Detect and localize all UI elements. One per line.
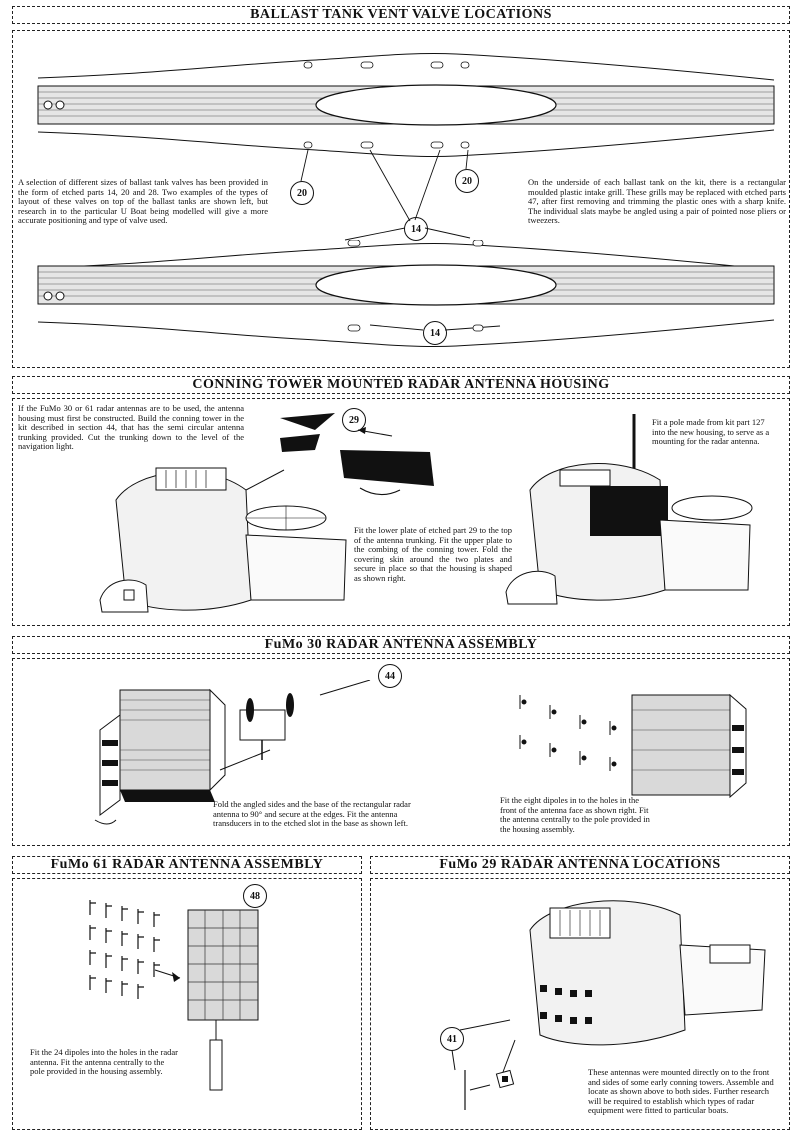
conning-text-mid: Fit the lower plate of etched part 29 to the top of the antenna trunking. Fit the upper plate to the combing of the conning tower. Fold the covering skin around the two plates and secure in place so that the housing is shaped as shown right. — [354, 525, 512, 583]
ballast-section-title: BALLAST TANK VENT VALVE LOCATIONS — [12, 6, 790, 24]
conning-text-left: If the FuMo 30 or 61 radar antennas are to be used, the antenna housing must first be constructed. Build the conning tower in the kit described in section 44, that has the semi circular antenna trunking provided. Cut the trunking down to the level of the navigation light. — [18, 403, 244, 452]
callout-14-bottom: 14 — [423, 321, 447, 345]
callout-48: 48 — [243, 884, 267, 908]
conning-tower-left-drawing — [96, 440, 356, 620]
callout-20-right: 20 — [455, 169, 479, 193]
fumo30-text-left: Fold the angled sides and the base of the rectangular radar antenna to 90° and secure at the edges. Fit the antenna transducers in to the etched slot in the base as shown left. — [213, 799, 411, 829]
callout-44: 44 — [378, 664, 402, 688]
fumo30-section-title: FuMo 30 RADAR ANTENNA ASSEMBLY — [12, 636, 790, 654]
hull-bottom-drawing — [36, 240, 776, 350]
callout-29: 29 — [342, 408, 366, 432]
fumo61-text: Fit the 24 dipoles into the holes in the radar antenna. Fit the antenna centrally to the pole provided in the housing assembly. — [30, 1047, 179, 1077]
conning-text-right: Fit a pole made from kit part 127 into the new housing, to serve as a mounting for the radar antenna. — [652, 417, 770, 447]
fumo30-text-right: Fit the eight dipoles in to the holes in the front of the antenna face as shown right. Fit the antenna centrally to the pole provided in the housing assembly. — [500, 795, 650, 834]
callout-14-mid: 14 — [404, 217, 428, 241]
callout-20-left: 20 — [290, 181, 314, 205]
fumo29-tower-drawing — [510, 890, 780, 1060]
ballast-text-left: A selection of different sizes of ballast tank valves has been provided in the form of etched parts 14, 20 and 28. Two examples of the types of layout of these valves on top of the ballast tanks are shown left, but research in to the particular U Boat being modelled will give a more accurate positioning and type of valve used. — [18, 177, 268, 226]
fumo61-section-title: FuMo 61 RADAR ANTENNA ASSEMBLY — [12, 856, 362, 874]
fumo29-dipole-drawing — [440, 1010, 550, 1120]
fumo29-text: These antennas were mounted directly on to the front and sides of some early conning towers. Assemble and locate as shown above to both sides. Further research will be required to establish which types of radar equipment were fitted to particular boats. — [588, 1067, 774, 1116]
fumo29-section-title: FuMo 29 RADAR ANTENNA LOCATIONS — [370, 856, 790, 874]
ballast-text-right: On the underside of each ballast tank on the kit, there is a rectangular moulded plastic intake grill. These grills may be replaced with etched parts 47, after first removing and trimming the plastic ones with a sharp knife. The individual slats maybe be angled using a pair of pointed nose pliers or tweezers. — [528, 177, 786, 226]
callout-41: 41 — [440, 1027, 464, 1051]
conning-section-title: CONNING TOWER MOUNTED RADAR ANTENNA HOUSING — [12, 376, 790, 394]
